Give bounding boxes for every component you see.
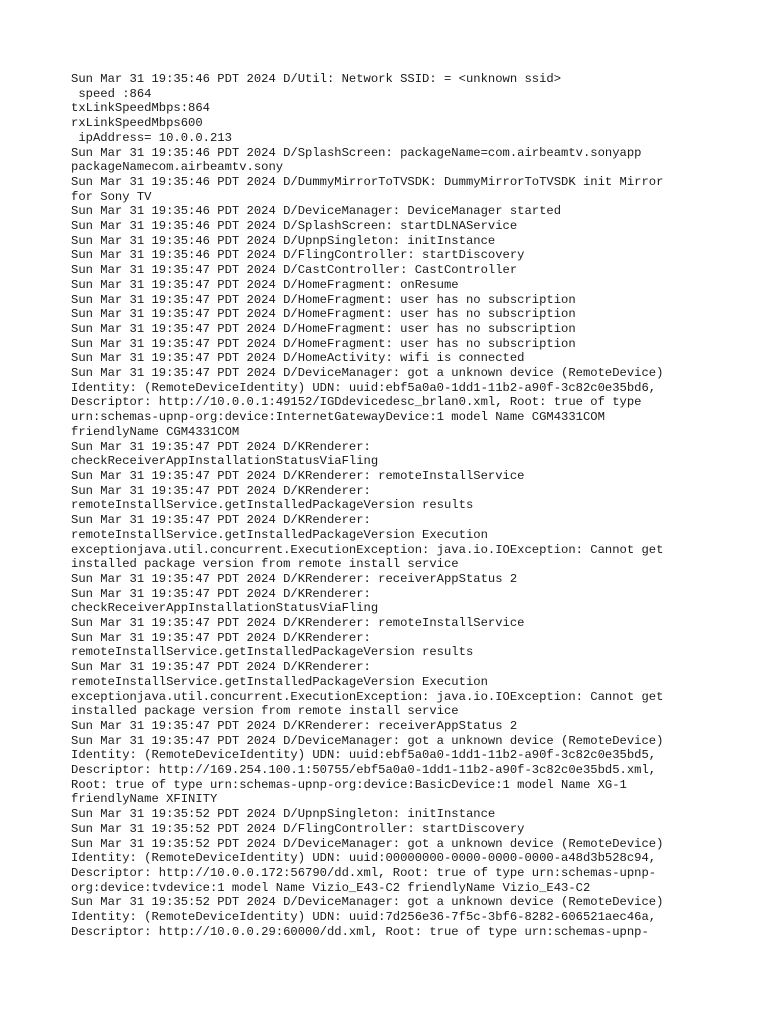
log-line: Sun Mar 31 19:35:47 PDT 2024 D/KRenderer: xyxy=(71,630,371,645)
log-line: org:device:tvdevice:1 model Name Vizio_E43-C2 friendlyName Vizio_E43-C2 xyxy=(71,880,591,895)
log-line: ipAddress= 10.0.0.213 xyxy=(71,130,232,145)
log-line: rxLinkSpeedMbps600 xyxy=(71,116,203,131)
log-line: Descriptor: http://169.254.100.1:50755/ebf5a0a0-1dd1-11b2-a90f-3c82c0e35bd5.xml, xyxy=(71,763,657,778)
log-line: txLinkSpeedMbps:864 xyxy=(71,101,210,116)
log-line: checkReceiverAppInstallationStatusViaFling xyxy=(71,454,379,469)
log-line: Sun Mar 31 19:35:46 PDT 2024 D/FlingController: startDiscovery xyxy=(71,248,525,263)
log-line: Sun Mar 31 19:35:52 PDT 2024 D/DeviceManager: got a unknown device (RemoteDevice) xyxy=(71,836,664,851)
log-line: Identity: (RemoteDeviceIdentity) UDN: uuid:ebf5a0a0-1dd1-11b2-a90f-3c82c0e35bd6, xyxy=(71,380,657,395)
log-line: installed package version from remote install service xyxy=(71,704,459,719)
log-line: urn:schemas-upnp-org:device:InternetGatewayDevice:1 model Name CGM4331COM xyxy=(71,410,605,425)
log-line: Identity: (RemoteDeviceIdentity) UDN: uuid:7d256e36-7f5c-3bf6-8282-606521aec46a, xyxy=(71,910,657,925)
log-line: friendlyName XFINITY xyxy=(71,792,218,807)
log-line: Descriptor: http://10.0.0.29:60000/dd.xml, Root: true of type urn:schemas-upnp- xyxy=(71,924,649,939)
log-line: checkReceiverAppInstallationStatusViaFling xyxy=(71,601,379,616)
log-line: exceptionjava.util.concurrent.ExecutionException: java.io.IOException: Cannot get xyxy=(71,542,664,557)
log-line: Sun Mar 31 19:35:47 PDT 2024 D/DeviceManager: got a unknown device (RemoteDevice) xyxy=(71,733,664,748)
log-line: Sun Mar 31 19:35:47 PDT 2024 D/KRenderer: remoteInstallService xyxy=(71,468,525,483)
log-line: speed :864 xyxy=(71,86,152,101)
log-line: Sun Mar 31 19:35:47 PDT 2024 D/HomeFragment: user has no subscription xyxy=(71,336,576,351)
log-line: remoteInstallService.getInstalledPackageVersion results xyxy=(71,645,474,660)
log-line: Sun Mar 31 19:35:46 PDT 2024 D/SplashScreen: packageName=com.airbeamtv.sonyapp xyxy=(71,145,642,160)
log-line: Sun Mar 31 19:35:47 PDT 2024 D/KRenderer: receiverAppStatus 2 xyxy=(71,718,518,733)
log-line: Identity: (RemoteDeviceIdentity) UDN: uuid:00000000-0000-0000-0000-a48d3b528c94, xyxy=(71,851,657,866)
log-line: Sun Mar 31 19:35:47 PDT 2024 D/CastController: CastController xyxy=(71,263,518,278)
log-line: Descriptor: http://10.0.0.172:56790/dd.xml, Root: true of type urn:schemas-upnp- xyxy=(71,865,657,880)
log-line: Sun Mar 31 19:35:47 PDT 2024 D/DeviceManager: got a unknown device (RemoteDevice) xyxy=(71,366,664,381)
log-line: Sun Mar 31 19:35:47 PDT 2024 D/HomeFragment: user has no subscription xyxy=(71,292,576,307)
log-line: Sun Mar 31 19:35:47 PDT 2024 D/HomeFragment: user has no subscription xyxy=(71,321,576,336)
log-document xyxy=(71,72,711,939)
log-line: Sun Mar 31 19:35:47 PDT 2024 D/HomeActivity: wifi is connected xyxy=(71,351,525,366)
log-line: Sun Mar 31 19:35:52 PDT 2024 D/FlingController: startDiscovery xyxy=(71,821,525,836)
log-line: Sun Mar 31 19:35:47 PDT 2024 D/KRenderer: xyxy=(71,660,371,675)
log-line: Sun Mar 31 19:35:46 PDT 2024 D/SplashScreen: startDLNAService xyxy=(71,219,518,234)
log-line: Sun Mar 31 19:35:47 PDT 2024 D/HomeFragment: onResume xyxy=(71,277,459,292)
log-line: Identity: (RemoteDeviceIdentity) UDN: uuid:ebf5a0a0-1dd1-11b2-a90f-3c82c0e35bd5, xyxy=(71,748,657,763)
log-line: packageNamecom.airbeamtv.sony xyxy=(71,160,284,175)
log-line: Sun Mar 31 19:35:52 PDT 2024 D/UpnpSingleton: initInstance xyxy=(71,807,496,822)
log-line: Sun Mar 31 19:35:47 PDT 2024 D/KRenderer: xyxy=(71,483,371,498)
log-line: Sun Mar 31 19:35:46 PDT 2024 D/DeviceManager: DeviceManager started xyxy=(71,204,562,219)
log-line: Root: true of type urn:schemas-upnp-org:device:BasicDevice:1 model Name XG-1 xyxy=(71,777,627,792)
log-line: Sun Mar 31 19:35:47 PDT 2024 D/KRenderer: xyxy=(71,586,371,601)
log-line: remoteInstallService.getInstalledPackageVersion Execution xyxy=(71,674,488,689)
log-line: Sun Mar 31 19:35:47 PDT 2024 D/KRenderer: xyxy=(71,513,371,528)
log-line: Sun Mar 31 19:35:47 PDT 2024 D/KRenderer: receiverAppStatus 2 xyxy=(71,571,518,586)
log-line: exceptionjava.util.concurrent.ExecutionException: java.io.IOException: Cannot get xyxy=(71,689,664,704)
log-line: remoteInstallService.getInstalledPackageVersion Execution xyxy=(71,527,488,542)
log-line: Sun Mar 31 19:35:47 PDT 2024 D/KRenderer: remoteInstallService xyxy=(71,616,525,631)
log-line: Descriptor: http://10.0.0.1:49152/IGDdevicedesc_brlan0.xml, Root: true of type xyxy=(71,395,642,410)
log-line: for Sony TV xyxy=(71,189,152,204)
log-line: Sun Mar 31 19:35:46 PDT 2024 D/UpnpSingleton: initInstance xyxy=(71,233,496,248)
log-line: Sun Mar 31 19:35:52 PDT 2024 D/DeviceManager: got a unknown device (RemoteDevice) xyxy=(71,895,664,910)
log-line: remoteInstallService.getInstalledPackageVersion results xyxy=(71,498,474,513)
log-line: Sun Mar 31 19:35:46 PDT 2024 D/Util: Network SSID: = <unknown ssid> xyxy=(71,72,562,86)
log-line: Sun Mar 31 19:35:47 PDT 2024 D/HomeFragment: user has no subscription xyxy=(71,307,576,322)
log-line: installed package version from remote install service xyxy=(71,557,459,572)
log-line: Sun Mar 31 19:35:47 PDT 2024 D/KRenderer: xyxy=(71,439,371,454)
log-line: friendlyName CGM4331COM xyxy=(71,424,240,439)
log-line: Sun Mar 31 19:35:46 PDT 2024 D/DummyMirrorToTVSDK: DummyMirrorToTVSDK init Mirror xyxy=(71,174,664,189)
